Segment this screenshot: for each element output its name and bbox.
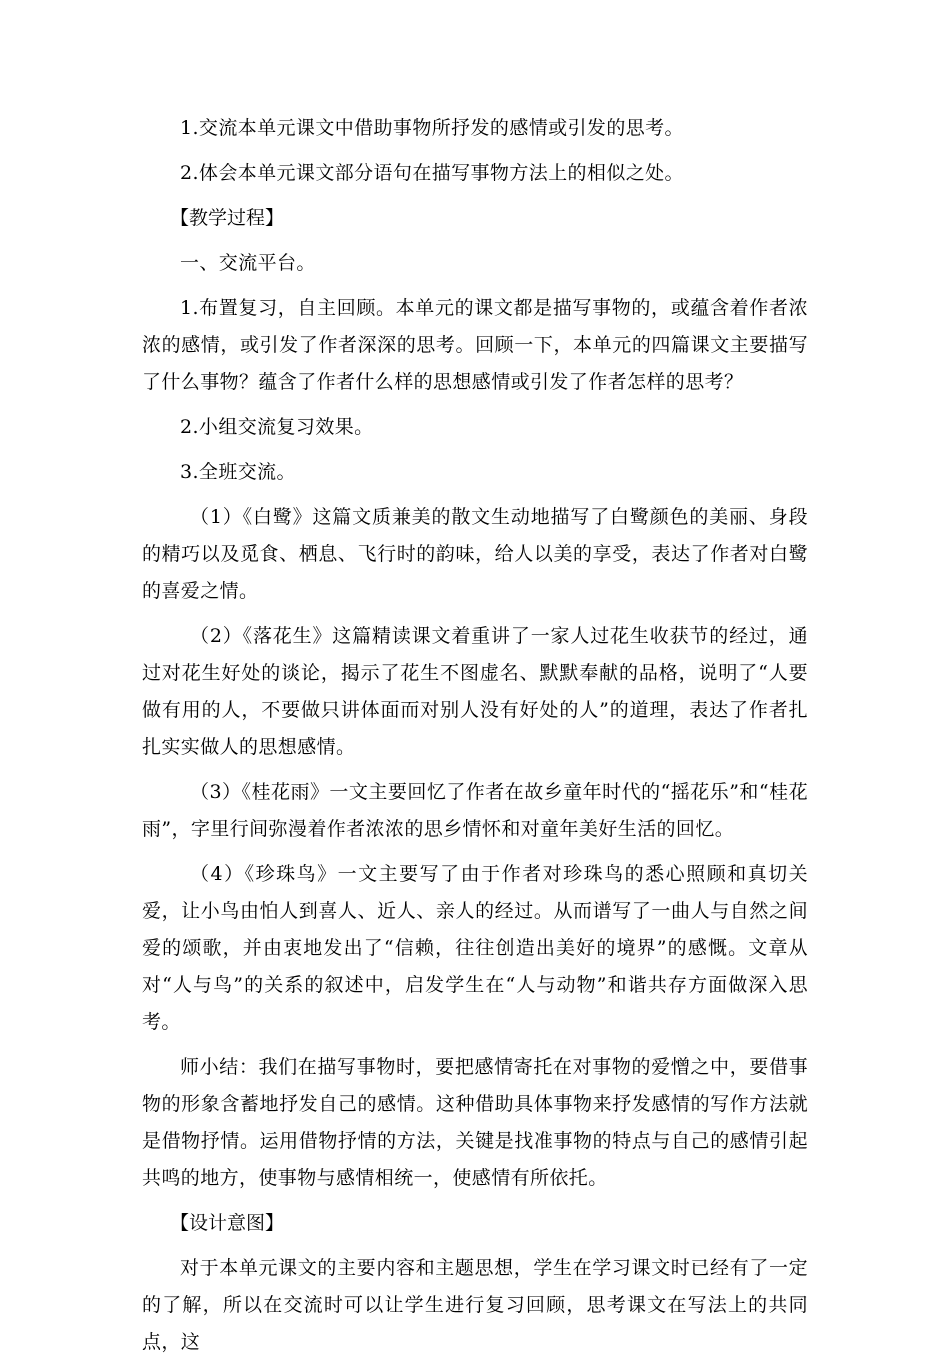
design-intent-heading: 【设计意图】 bbox=[170, 1212, 285, 1234]
step-3: 3.全班交流。 bbox=[180, 461, 296, 483]
section-one-title: 一、交流平台。 bbox=[180, 252, 316, 274]
document-body bbox=[142, 110, 808, 1369]
lesson-guihuayu: （3）《桂花雨》一文主要回忆了作者在故乡童年时代的“摇花乐”和“桂花雨”，字里行间弥漫着作者浓浓的思乡情怀和对童年美好生活的回忆。 bbox=[142, 781, 808, 840]
lesson-bailu: （1）《白鹭》这篇文质兼美的散文生动地描写了白鹭颜色的美丽、身段的精巧以及觅食、栖息、飞行时的韵味，给人以美的享受，表达了作者对白鹭的喜爱之情。 bbox=[142, 506, 808, 602]
step-1: 1.布置复习，自主回顾。本单元的课文都是描写事物的，或蕴含着作者浓浓的感情，或引发了作者深深的思考。回顾一下，本单元的四篇课文主要描写了什么事物？蕴含了作者什么样的思想感情或引发了作者怎样的思考？ bbox=[142, 297, 808, 393]
lesson-luohuasheng: （2）《落花生》这篇精读课文着重讲了一家人过花生收获节的经过，通过对花生好处的谈论，揭示了花生不图虚名、默默奉献的品格，说明了“人要做有用的人，不要做只讲体面而对别人没有好处的人”的道理，表达了作者扎扎实实做人的思想感情。 bbox=[142, 625, 808, 758]
lesson-zhenzhuniao: （4）《珍珠鸟》一文主要写了由于作者对珍珠鸟的悉心照顾和真切关爱，让小鸟由怕人到喜人、近人、亲人的经过。从而谱写了一曲人与自然之间爱的颂歌，并由衷地发出了“信赖，往往创造出美好的境界”的感慨。文章从对“人与鸟”的关系的叙述中，启发学生在“人与动物”和谐共存方面做深入思考。 bbox=[142, 863, 808, 1033]
step-2: 2.小组交流复习效果。 bbox=[180, 416, 374, 438]
design-intent-text: 对于本单元课文的主要内容和主题思想，学生在学习课文时已经有了一定的了解，所以在交流时可以让学生进行复习回顾，思考课文在写法上的共同点，这 bbox=[142, 1257, 808, 1353]
teaching-process-heading: 【教学过程】 bbox=[170, 207, 285, 229]
goal-1: 1.交流本单元课文中借助事物所抒发的感情或引发的思考。 bbox=[180, 117, 684, 139]
goal-2: 2.体会本单元课文部分语句在描写事物方法上的相似之处。 bbox=[180, 162, 684, 184]
teacher-summary: 师小结：我们在描写事物时，要把感情寄托在对事物的爱憎之中，要借事物的形象含蓄地抒发自己的感情。这种借助具体事物来抒发感情的写作方法就是借物抒情。运用借物抒情的方法，关键是找准事物的特点与自己的感情引起共鸣的地方，使事物与感情相统一，使感情有所依托。 bbox=[142, 1056, 808, 1189]
